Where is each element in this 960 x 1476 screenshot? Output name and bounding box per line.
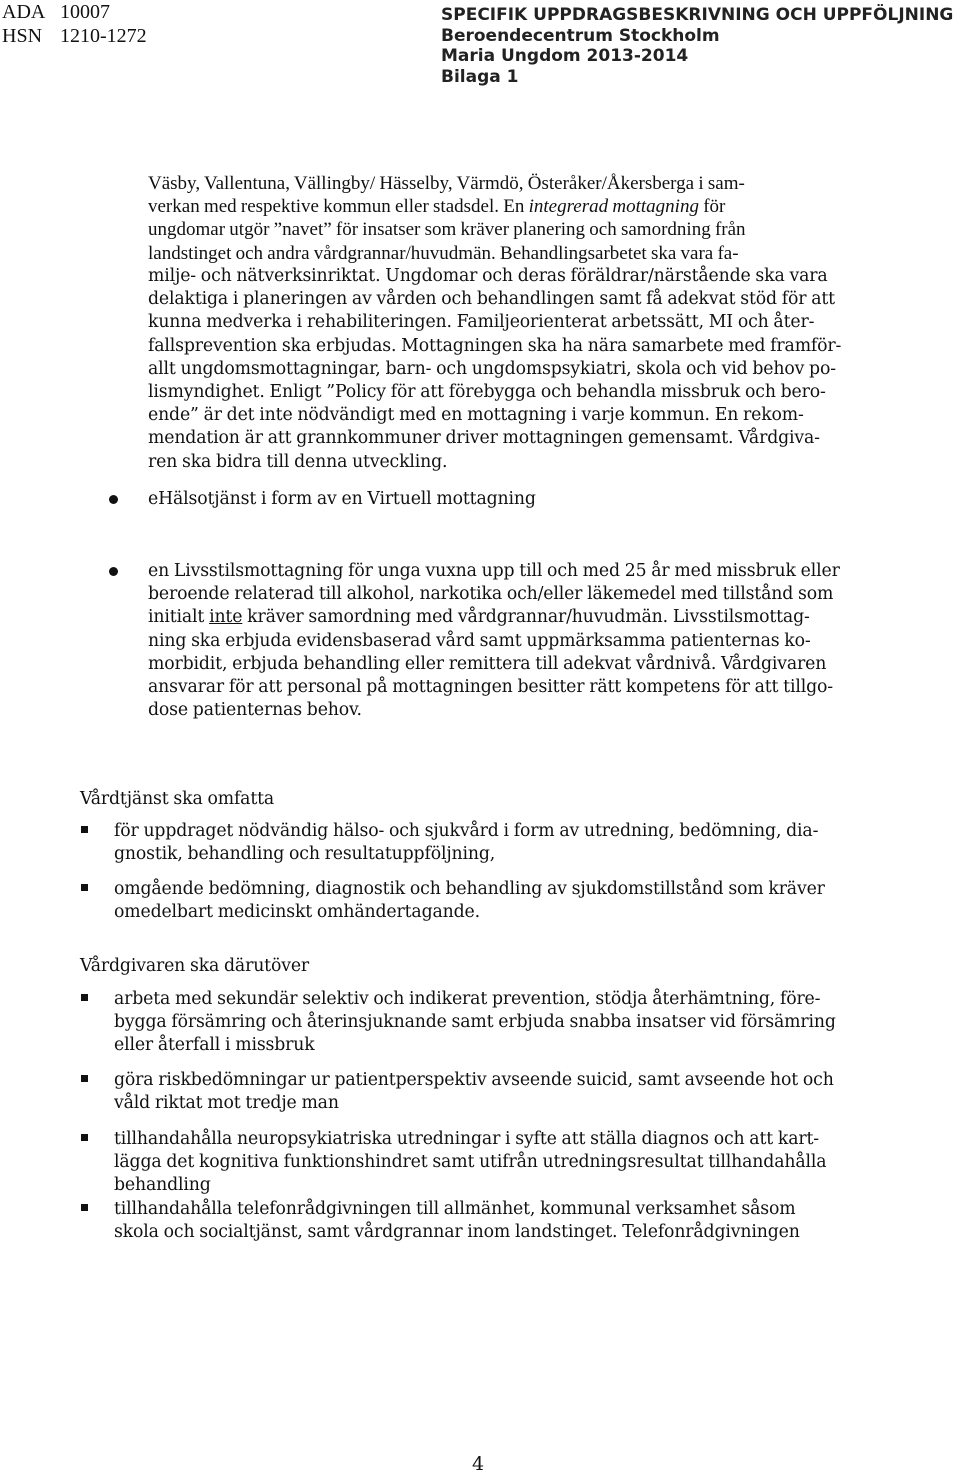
- text-line: våld riktat mot tredje man: [114, 1093, 339, 1114]
- section-heading-caregiver-additional: [80, 955, 309, 978]
- heading-text: Vårdtjänst ska omfatta: [80, 789, 275, 809]
- text-line: ende” är det inte nödvändigt med en mottagning i varje kommun. En rekom-: [148, 405, 804, 426]
- text-line: ning ska erbjuda evidensbaserad vård samt uppmärksamma patienternas ko-: [148, 630, 811, 651]
- text-span: verkan med respektive kommun eller stadsdel. En: [148, 196, 525, 218]
- text-line: morbidit, erbjuda behandling eller remittera till adekvat vårdnivå. Vårdgivaren: [148, 653, 827, 674]
- intro-paragraph: [148, 172, 876, 265]
- square-bullet-icon: [81, 994, 88, 1001]
- text-span: kräver samordning med vårdgrannar/huvudmän. Livsstilsmottag-: [242, 607, 810, 628]
- text-line: ren ska bidra till denna utveckling.: [148, 451, 448, 472]
- text-span: initialt: [148, 607, 210, 628]
- header-organization: Beroendecentrum Stockholm: [441, 25, 720, 46]
- text-line: eller återfall i missbruk: [114, 1035, 315, 1056]
- bullet-item-lifestyle-clinic: [148, 560, 878, 722]
- list-item: [114, 820, 884, 866]
- text-line: eHälsotjänst i form av en Virtuell mottagning: [148, 489, 536, 509]
- text-line: bygga försämring och återinsjuknande samt erbjuda snabba insatser vid försämring: [114, 1012, 836, 1033]
- text-line: kunna medverka i rehabiliteringen. Familjeorienterat arbetssätt, MI och åter-: [148, 312, 815, 333]
- square-bullet-icon: [81, 826, 88, 833]
- bullet-icon: [109, 495, 118, 504]
- text-line: [148, 606, 878, 629]
- square-bullet-icon: [81, 1075, 88, 1082]
- reference-value: 1210-1272: [60, 25, 147, 47]
- reference-row-hsn: [2, 24, 147, 48]
- reference-row-ada: [2, 0, 147, 24]
- text-line: mendation är att grannkommuner driver mottagningen gemensamt. Vårdgiva-: [148, 428, 820, 449]
- reference-label: ADA: [2, 1, 46, 23]
- text-line: landstinget och andra vårdgrannar/huvudmän. Behandlingsarbetet ska vara fa-: [148, 242, 739, 264]
- text-line: behandling: [114, 1175, 211, 1196]
- list-item: [114, 988, 884, 1058]
- document-reference: [2, 0, 147, 48]
- text-line: lägga det kognitiva funktionshindret samt utifrån utredningsresultat tillhandahålla: [114, 1152, 827, 1173]
- intro-paragraph-continued: [148, 265, 876, 474]
- document-header: [441, 5, 953, 87]
- text-line: [148, 195, 876, 218]
- bullet-icon: [109, 567, 118, 576]
- text-line: dose patienternas behov.: [148, 700, 362, 721]
- text-line: allt ungdomsmottagningar, barn- och ungdomspsykiatri, skola och vid behov po-: [148, 358, 836, 379]
- reference-label: HSN: [2, 25, 43, 47]
- reference-value: 10007: [60, 1, 110, 23]
- text-line: en Livsstilsmottagning för unga vuxna upp till och med 25 år med missbruk eller: [148, 561, 840, 581]
- list-item: [114, 1069, 884, 1115]
- list-item: [114, 878, 884, 924]
- list-item: [114, 1198, 884, 1244]
- page-number: 4: [472, 1453, 485, 1475]
- header-unit-period: Maria Ungdom 2013-2014: [441, 46, 689, 66]
- text-line: delaktiga i planeringen av vården och behandlingen samt få adekvat stöd för att: [148, 289, 835, 310]
- text-line: lismyndighet. Enligt ”Policy för att förebygga och behandla missbruk och bero-: [148, 382, 826, 403]
- header-title: SPECIFIK UPPDRAGSBESKRIVNING OCH UPPFÖLJNING: [441, 5, 954, 25]
- text-line: beroende relaterad till alkohol, narkotika och/eller läkemedel med tillstånd som: [148, 584, 834, 605]
- text-line: gnostik, behandling och resultatuppföljning,: [114, 844, 496, 865]
- text-line: tillhandahålla neuropsykiatriska utredningar i syfte att ställa diagnos och att kart-: [114, 1129, 819, 1149]
- text-span: för: [698, 196, 726, 218]
- square-bullet-icon: [81, 1204, 88, 1211]
- header-appendix: Bilaga 1: [441, 66, 519, 87]
- square-bullet-icon: [81, 884, 88, 891]
- list-item: [114, 1128, 884, 1198]
- square-bullet-icon: [81, 1134, 88, 1141]
- heading-text: Vårdgivaren ska därutöver: [80, 956, 310, 976]
- text-line: arbeta med sekundär selektiv och indikerat prevention, stödja återhämtning, före-: [114, 989, 821, 1009]
- italic-term: integrerad mottagning: [528, 196, 699, 218]
- text-line: milje- och nätverksinriktat. Ungdomar och deras föräldrar/närstående ska vara: [148, 266, 828, 286]
- text-line: omgående bedömning, diagnostik och behandling av sjukdomstillstånd som kräver: [114, 879, 825, 899]
- text-line: ansvarar för att personal på mottagningen besitter rätt kompetens för att tillgo-: [148, 677, 833, 698]
- text-line: ungdomar utgör ”navet” för insatser som kräver planering och samordning från: [148, 219, 746, 241]
- underlined-word: inte: [209, 607, 243, 628]
- text-line: fallsprevention ska erbjudas. Mottagningen ska ha nära samarbete med framför-: [148, 335, 842, 356]
- text-line: skola och socialtjänst, samt vårdgrannar inom landstinget. Telefonrådgivningen: [114, 1222, 800, 1243]
- text-line: göra riskbedömningar ur patientperspektiv avseende suicid, samt avseende hot och: [114, 1070, 834, 1090]
- text-line: Väsby, Vallentuna, Vällingby/ Hässelby, Värmdö, Österåker/Åkersberga i sam-: [148, 173, 745, 194]
- text-line: omedelbart medicinskt omhändertagande.: [114, 902, 480, 923]
- bullet-item-ehealth: [148, 488, 536, 511]
- section-heading-care-service: [80, 788, 274, 811]
- text-line: för uppdraget nödvändig hälso- och sjukvård i form av utredning, bedömning, dia-: [114, 821, 819, 841]
- text-line: tillhandahålla telefonrådgivningen till allmänhet, kommunal verksamhet såsom: [114, 1199, 796, 1219]
